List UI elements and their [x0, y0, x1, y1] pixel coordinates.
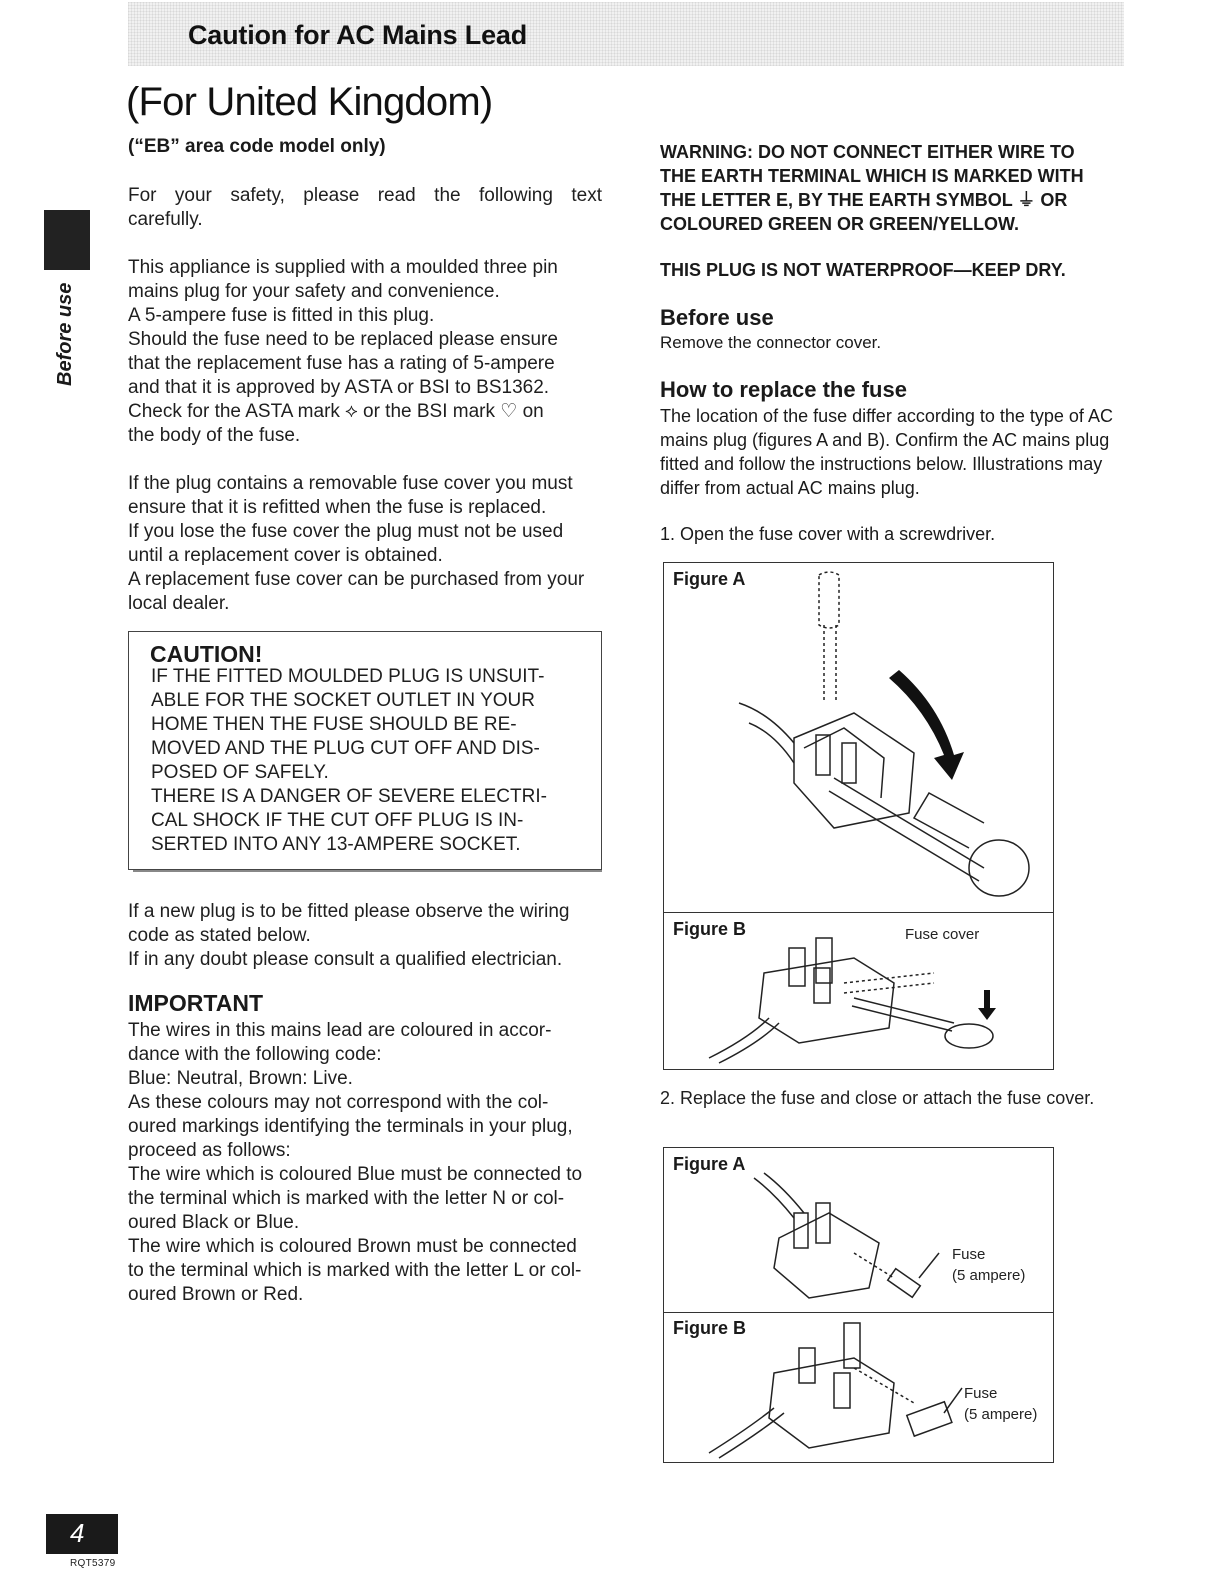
replace-fuse-heading: How to replace the fuse — [660, 377, 907, 402]
side-tab-label: Before use — [54, 282, 76, 386]
figure-b-label-2: Figure B — [673, 1318, 747, 1338]
earth-warning: WARNING: DO NOT CONNECT EITHER WIRE TO THE EARTH TERMINAL WHICH IS MARKED WITH THE LETTER E, BY THE EARTH SYMBOL ⏚ OR COLOURED GREEN OR GREEN/YELLOW. — [660, 142, 1084, 234]
plug-b-illustration — [704, 918, 1044, 1068]
replace-fuse-text: The location of the fuse differ according to the type of AC mains plug (figures A and B). Confirm the AC mains plug fitted and follow the instructions below. Illustrations may differ from actual AC mains plug. — [660, 406, 1113, 498]
figure-group-replace-fuse — [663, 1147, 1054, 1463]
new-plug-paragraph: If a new plug is to be fitted please observe the wiring code as stated below. If in any doubt please consult a qualified electrician. — [128, 901, 570, 970]
side-tab-marker — [44, 210, 90, 270]
safety-intro-line: For your safety, please read the following text — [128, 185, 602, 206]
plug-b-fuse-illustration — [704, 1318, 974, 1463]
safety-intro-line-2: carefully. — [128, 209, 203, 230]
figure-a-label-2: Figure A — [673, 1154, 746, 1174]
figure-b-label: Figure B — [673, 919, 747, 939]
fuse-label-b: Fuse — [964, 1385, 998, 1402]
fuse-label-a: Fuse — [952, 1246, 986, 1263]
step-2: 2. Replace the fuse and close or attach the fuse cover. — [660, 1088, 1095, 1108]
page-number: 4 — [70, 1518, 85, 1548]
section-title: Caution for AC Mains Lead — [188, 20, 528, 50]
waterproof-warning: THIS PLUG IS NOT WATERPROOF—KEEP DRY. — [660, 260, 1066, 280]
before-use-text: Remove the connector cover. — [660, 333, 882, 352]
plug-screwdriver-illustration — [724, 563, 1044, 908]
fuse-rating-b: (5 ampere) — [964, 1406, 1038, 1423]
important-paragraph: The wires in this mains lead are coloured in accor- dance with the following code: Blue: Neutral, Brown: Live. As these colours may not correspond with the col- oured markings identifying the terminals in your plug, proceed as follows: The wire which is coloured Blue must be connected to the terminal which is marked with the letter N or col- oured Black or Blue. The wire which is coloured Brown must be connected to the terminal which is marked with the letter L or col- oured Brown or Red. — [128, 1020, 583, 1305]
caution-body: IF THE FITTED MOULDED PLUG IS UNSUIT- ABLE FOR THE SOCKET OUTLET IN YOUR HOME THEN THE FUSE SHOULD BE RE- MOVED AND THE PLUG CUT OFF AND DIS- POSED OF SAFELY. THERE IS A DANGER OF SEVERE ELECTRI- CAL SHOCK IF THE CUT OFF PLUG IS IN- SERTED INTO ANY 13-AMPERE SOCKET. — [151, 666, 547, 855]
fuse-cover-paragraph: If the plug contains a removable fuse cover you must ensure that it is refitted when the fuse is replaced. If you lose the fuse cover the plug must not be used until a replacement cover is obtained. A replacement fuse cover can be purchased from your local dealer. — [128, 473, 585, 614]
appliance-paragraph: This appliance is supplied with a moulded three pin mains plug for your safety and convenience. A 5-ampere fuse is fitted in this plug. Should the fuse need to be replaced please ensure that the replacement fuse has a rating of 5-ampere and that it is approved by ASTA or BSI to BS1362. Check for the ASTA mark ⟡ or the BSI mark ♡ on the body of the fuse. — [128, 257, 558, 446]
important-title: IMPORTANT — [128, 990, 264, 1016]
before-use-heading: Before use — [660, 305, 774, 330]
figure-a-label: Figure A — [673, 569, 746, 589]
step-1: 1. Open the fuse cover with a screwdriver. — [660, 524, 996, 544]
figure-group-open-cover — [663, 562, 1054, 1070]
document-code: RQT5379 — [70, 1558, 116, 1569]
caution-title: CAUTION! — [150, 641, 263, 667]
page-title: (For United Kingdom) — [126, 80, 493, 124]
fuse-cover-callout: Fuse cover — [905, 926, 980, 943]
plug-a-fuse-illustration — [744, 1168, 954, 1313]
fuse-rating-a: (5 ampere) — [952, 1267, 1026, 1284]
area-code-note: (“EB” area code model only) — [128, 136, 386, 157]
